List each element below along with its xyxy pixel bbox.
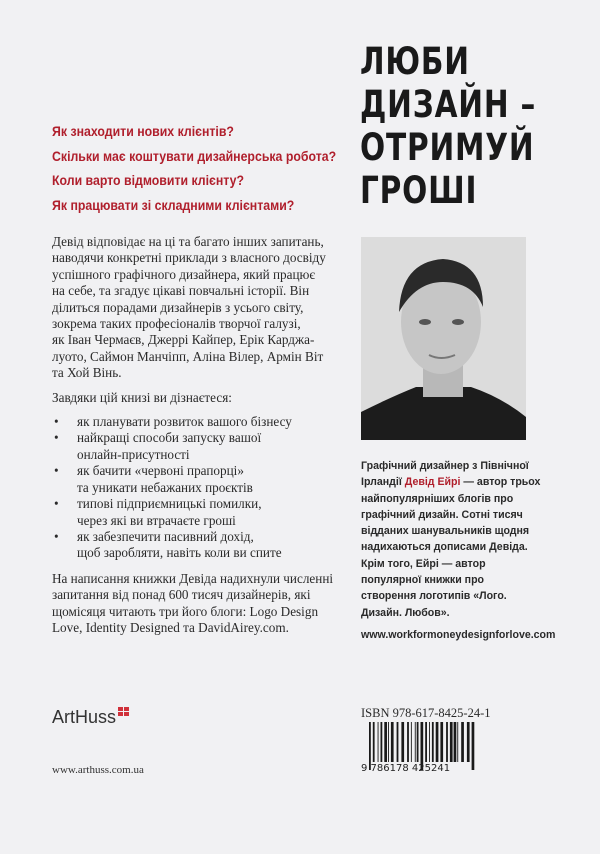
barcode-bar — [432, 722, 434, 762]
question: Як знаходити нових клієнтів? — [52, 123, 234, 139]
text-line: луото, Саймон Манчіпп, Аліна Вілер, Армін Віт — [52, 348, 324, 364]
text-line: як бачити «червоні прапорці» — [77, 463, 244, 479]
barcode-bar — [391, 722, 394, 762]
barcode-bar — [417, 722, 419, 762]
question: Коли варто відмовити клієнту? — [52, 172, 245, 188]
author-bio — [361, 458, 541, 621]
title-line: ГРОШІ — [360, 169, 478, 212]
barcode-bar — [378, 722, 379, 762]
barcode-bar — [450, 722, 453, 762]
list-item — [52, 496, 352, 529]
publisher-logo: ArtHuss — [52, 707, 117, 727]
author-name: Девід Ейрі — [404, 476, 461, 489]
barcode-bar — [440, 722, 443, 762]
text-line: типові підприємницькі помилки, — [77, 496, 262, 512]
barcode — [361, 722, 477, 772]
text-line: на себе, та згадує цікаві повчальні історії. Він — [52, 283, 310, 299]
text-line: запитання від понад 600 тисяч дизайнерів, які — [52, 587, 311, 603]
barcode-bar — [415, 722, 416, 762]
text-line: Девід відповідає на ці та багато інших запитань, — [52, 234, 324, 249]
intro-paragraph — [52, 234, 352, 382]
barcode-bar — [384, 722, 387, 762]
text-line: ділиться порадами дизайнерів з усього світу, — [52, 299, 304, 315]
text-line: наводячи конкретні приклади з власного досвіду — [52, 250, 326, 266]
text-line: та уникати небажаних проєктів — [77, 479, 253, 495]
publisher-website[interactable]: www.arthuss.com.ua — [52, 764, 144, 776]
question: Як працювати зі складними клієнтами? — [52, 196, 295, 213]
text-line: як забезпечити пасивний дохід, — [77, 528, 254, 544]
title-line: ДИЗАЙН – — [360, 83, 537, 126]
barcode-bar — [446, 722, 448, 762]
text-line: онлайн-присутності — [77, 446, 190, 462]
text-line: та Хой Вінь. — [52, 365, 122, 381]
title-line: ОТРИМУЙ — [360, 126, 535, 169]
list-item — [52, 414, 352, 430]
barcode-bar — [454, 722, 457, 762]
text-line: через які ви втрачаєте гроші — [77, 512, 236, 528]
author-column — [361, 458, 556, 641]
barcode-bar — [407, 722, 409, 762]
barcode-bar — [381, 722, 383, 762]
benefits-list — [52, 414, 352, 562]
barcode-bar — [457, 722, 458, 762]
bio-text: — автор трьох найпопулярніших блогів про графічний дизайн. Сотні тисяч відданих шанувальників щодня надихаються дописами Девіда. Крім того, Ейрі — автор популярної книжки про створення логотипів «Лого. Дизайн. Любов». — [361, 476, 541, 619]
text-line: щомісяця читають три його блоги: Logo Design — [52, 603, 319, 619]
list-intro: Завдяки цій книзі ви дізнаєтеся: — [52, 389, 232, 405]
barcode-bar — [436, 722, 439, 762]
barcode-bar — [472, 722, 475, 770]
bio-text: Графічний дизайнер з Північної Ірландії — [361, 460, 529, 489]
barcode-bar — [425, 722, 427, 762]
list-item — [52, 529, 352, 562]
book-title — [360, 40, 580, 212]
barcode-bar — [411, 722, 412, 762]
barcode-digits: 9 786178 425241 — [361, 763, 451, 772]
barcode-bar — [467, 722, 470, 762]
text-line: як планувати розвиток вашого бізнесу — [77, 414, 292, 430]
publisher-logo-mark-icon — [118, 707, 130, 717]
barcode-bar — [388, 722, 389, 762]
description — [52, 234, 352, 644]
barcode-bar — [397, 722, 399, 762]
author-photo — [361, 237, 526, 440]
barcode-bar — [401, 722, 404, 762]
book-website[interactable]: www.workformoneydesignforlove.com — [361, 628, 556, 641]
text-line: Love, Identity Designed та DavidAirey.com. — [52, 619, 289, 635]
barcode-bar — [461, 722, 464, 762]
questions-list — [52, 119, 352, 217]
isbn: ISBN 978-617-8425-24-1 — [361, 706, 491, 720]
barcode-bar — [429, 722, 430, 762]
text-line: найкращі способи запуску вашої — [77, 430, 262, 446]
text-line: На написання книжки Девіда надихнули численні — [52, 570, 334, 586]
text-line: щоб заробляти, навіть коли ви спите — [77, 545, 282, 561]
list-item — [52, 463, 352, 496]
text-line: зокрема таких професіоналів творчої галузі, — [52, 316, 301, 332]
question: Скільки має коштувати дизайнерська робота? — [52, 147, 337, 164]
title-line: ЛЮБИ — [360, 40, 470, 83]
text-line: успішного графічного дизайнера, який працює — [52, 266, 316, 282]
list-item — [52, 430, 352, 463]
text-line: як Іван Чермаєв, Джеррі Кайпер, Ерік Карджа- — [52, 332, 315, 348]
barcode-bar — [373, 722, 375, 762]
outro-paragraph — [52, 571, 352, 637]
